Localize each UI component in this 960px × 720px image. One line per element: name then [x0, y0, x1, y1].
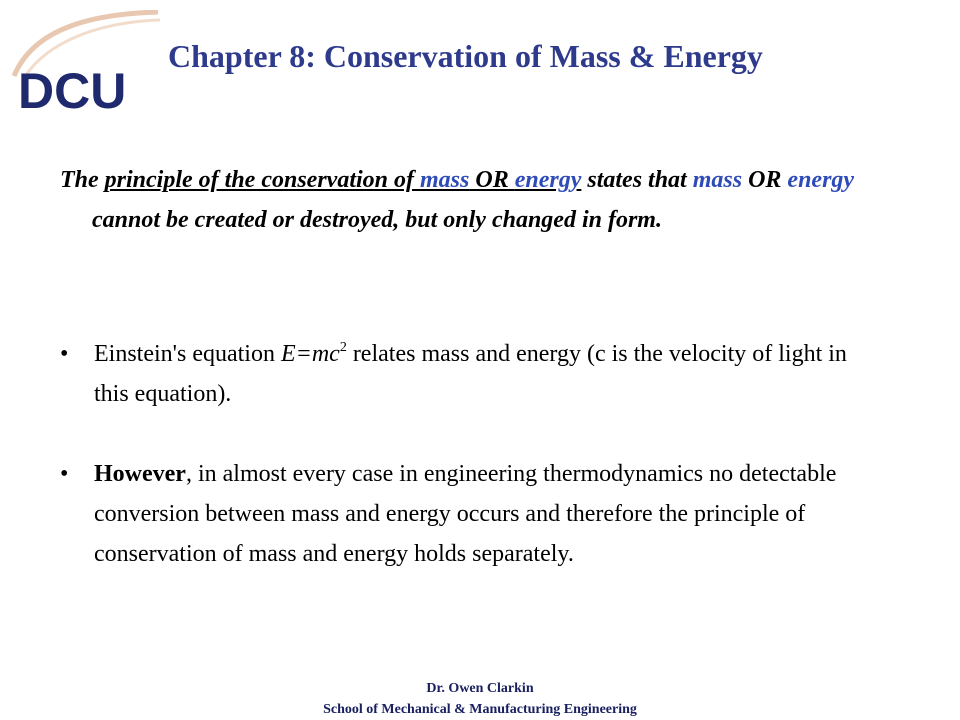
principle-or-word-2: OR — [742, 167, 788, 193]
dcu-logo — [8, 10, 168, 120]
principle-text-6: states that — [581, 167, 693, 193]
principle-underlined-phrase — [105, 167, 582, 193]
principle-text-2: principle of the conservation of — [104, 167, 420, 193]
principle-text-10: cannot be created or destroyed, but only changed in form. — [92, 207, 662, 233]
bullet-however-bold: However — [94, 461, 186, 487]
principle-text-1: The — [60, 167, 105, 193]
bullet-icon: • — [60, 341, 69, 367]
principle-energy-word: energy — [514, 167, 582, 193]
footer — [0, 678, 960, 720]
equation-exponent: 2 — [339, 340, 347, 355]
principle-energy-word-2: energy — [787, 167, 855, 193]
principle-statement — [60, 160, 892, 240]
footer-school: School of Mechanical & Manufacturing Engineering — [323, 702, 637, 717]
principle-or-word: OR — [469, 167, 515, 193]
bullet-einstein-post: relates mass and energy (c is the velocity of light in this equation). — [94, 341, 847, 407]
principle-mass-word: mass — [420, 167, 470, 193]
bullet-einstein — [60, 334, 860, 414]
equation-text: E=mc — [280, 341, 340, 367]
slide-title: Chapter 8: Conservation of Mass & Energy — [168, 38, 763, 74]
bullet-list — [60, 334, 860, 614]
bullet-however-post: , in almost every case in engineering thermodynamics no detectable conversion between mass and energy occurs and therefore the principle of conservation of mass and energy holds separately. — [94, 461, 837, 567]
bullet-einstein-pre: Einstein's equation — [94, 341, 281, 367]
bullet-however — [60, 454, 860, 574]
footer-author: Dr. Owen Clarkin — [426, 681, 534, 696]
bullet-icon: • — [60, 461, 69, 487]
principle-mass-word-2: mass — [692, 167, 743, 193]
logo-text: DCU — [18, 63, 127, 119]
